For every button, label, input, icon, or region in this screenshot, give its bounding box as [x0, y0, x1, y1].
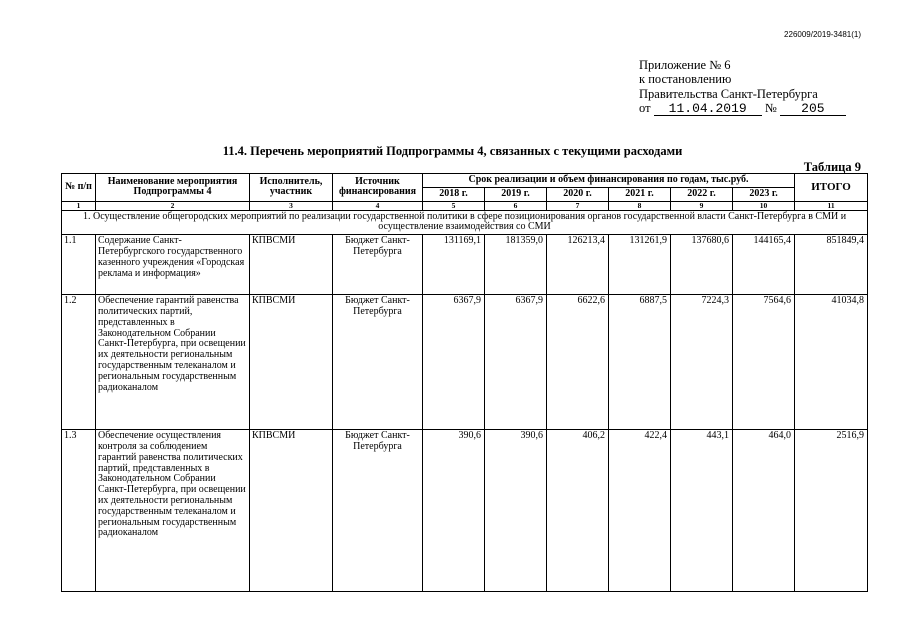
row-value-2019: 181359,0 [485, 235, 547, 295]
table-row [62, 295, 868, 430]
row-value-2021: 6887,5 [609, 295, 671, 430]
column-number: 7 [547, 201, 609, 210]
document-id: 226009/2019-3481(1) [784, 30, 861, 39]
column-number-row [62, 201, 868, 210]
table-row [62, 235, 868, 295]
row-value-2022: 443,1 [671, 430, 733, 592]
column-number: 11 [795, 201, 868, 210]
row-source: Бюджет Санкт-Петербурга [333, 430, 423, 592]
header-year: 2019 г. [485, 187, 547, 201]
row-source: Бюджет Санкт-Петербурга [333, 235, 423, 295]
appendix-line-1: Приложение № 6 [639, 58, 731, 72]
header-year: 2022 г. [671, 187, 733, 201]
column-number: 3 [250, 201, 333, 210]
row-executor: КПВСМИ [250, 295, 333, 430]
header-year: 2018 г. [423, 187, 485, 201]
header-year: 2023 г. [733, 187, 795, 201]
row-value-2019: 390,6 [485, 430, 547, 592]
row-value-2020: 6622,6 [547, 295, 609, 430]
column-number: 5 [423, 201, 485, 210]
section-row [62, 210, 868, 235]
column-number: 10 [733, 201, 795, 210]
header-source: Источник финансирования [333, 174, 423, 202]
appendix-number: 205 [780, 102, 846, 116]
section-title: 1. Осуществление общегородских мероприятий по реализации государственной политики в сфере позиционирования органов государственной власти Санкт-Петербурга в СМИ и осуществление взаимодействия со СМИ [62, 210, 868, 235]
row-value-2023: 7564,6 [733, 295, 795, 430]
row-value-2018: 390,6 [423, 430, 485, 592]
row-total: 41034,8 [795, 295, 868, 430]
header-total: ИТОГО [795, 174, 868, 202]
row-value-2022: 137680,6 [671, 235, 733, 295]
header-executor: Исполнитель, участник [250, 174, 333, 202]
appendix-date-line [639, 101, 846, 116]
column-number: 1 [62, 201, 96, 210]
row-num: 1.3 [62, 430, 96, 592]
column-number: 9 [671, 201, 733, 210]
row-total: 851849,4 [795, 235, 868, 295]
appendix-date: 11.04.2019 [654, 102, 762, 116]
date-prefix: от [639, 101, 651, 116]
row-value-2019: 6367,9 [485, 295, 547, 430]
row-value-2021: 422,4 [609, 430, 671, 592]
column-number: 8 [609, 201, 671, 210]
row-value-2023: 144165,4 [733, 235, 795, 295]
column-number: 6 [485, 201, 547, 210]
row-total: 2516,9 [795, 430, 868, 592]
row-name: Обеспечение осуществления контроля за соблюдением гарантий равенства политических партий, представленных в Законодательном Собрании Санкт-Петербурга, при освещении их деятельности региональным государственным телеканалом и региональным государственным радиоканалом [96, 430, 250, 592]
table-row [62, 430, 868, 592]
column-number: 4 [333, 201, 423, 210]
row-executor: КПВСМИ [250, 430, 333, 592]
row-value-2023: 464,0 [733, 430, 795, 592]
row-value-2018: 131169,1 [423, 235, 485, 295]
row-value-2022: 7224,3 [671, 295, 733, 430]
column-number: 2 [96, 201, 250, 210]
header-name: Наименование мероприятия Подпрограммы 4 [96, 174, 250, 202]
table-label: Таблица 9 [803, 160, 861, 174]
document-title: 11.4. Перечень мероприятий Подпрограммы 4, связанных с текущими расходами [222, 144, 683, 158]
number-prefix: № [764, 101, 777, 116]
measures-table [61, 173, 868, 592]
row-value-2020: 406,2 [547, 430, 609, 592]
appendix-line-3: Правительства Санкт-Петербурга [639, 86, 818, 101]
header-year: 2021 г. [609, 187, 671, 201]
header-num: № п/п [62, 174, 96, 202]
header-period: Срок реализации и объем финансирования по годам, тыс.руб. [423, 174, 795, 188]
header-row-1 [62, 174, 868, 188]
row-name: Содержание Санкт-Петербургского государственного казенного учреждения «Городская реклама и информация» [96, 235, 250, 295]
row-value-2018: 6367,9 [423, 295, 485, 430]
appendix-block [639, 58, 846, 116]
row-num: 1.2 [62, 295, 96, 430]
row-num: 1.1 [62, 235, 96, 295]
row-name: Обеспечение гарантий равенства политических партий, представленных в Законодательном Собрании Санкт-Петербурга, при освещении их деятельности региональным государственным телеканалом и региональным государственным радиоканалом [96, 295, 250, 430]
appendix-line-2: к постановлению [639, 72, 732, 87]
row-value-2020: 126213,4 [547, 235, 609, 295]
row-source: Бюджет Санкт-Петербурга [333, 295, 423, 430]
row-value-2021: 131261,9 [609, 235, 671, 295]
header-year: 2020 г. [547, 187, 609, 201]
row-executor: КПВСМИ [250, 235, 333, 295]
